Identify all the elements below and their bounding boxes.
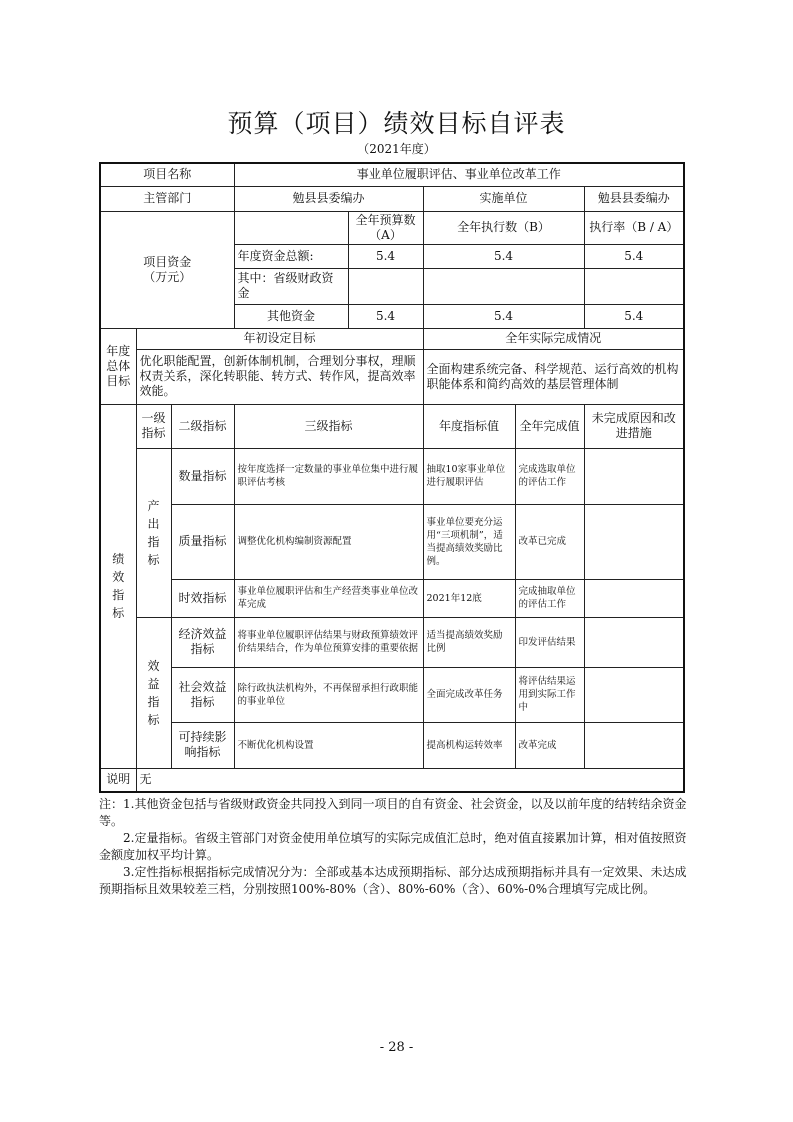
level3-text: 不断优化机构设置	[234, 722, 423, 768]
indicator-row	[100, 667, 684, 722]
page-title: 预算（项目）绩效目标自评表	[227, 109, 566, 138]
funds-exec: 5.4	[423, 244, 584, 268]
reason-text	[584, 504, 684, 579]
level2-name: 数量指标	[171, 448, 234, 504]
goals-actual-header: 全年实际完成情况	[423, 328, 684, 349]
reason-text	[584, 667, 684, 722]
actual-value: 印发评估结果	[515, 617, 584, 667]
impl-unit-value: 勉县县委编办	[584, 186, 684, 211]
funds-header-row	[100, 211, 684, 244]
fiscal-year: （2021年度）	[357, 142, 436, 156]
hdr-actual: 全年完成值	[515, 404, 584, 448]
level3-text: 按年度选择一定数量的事业单位集中进行履职评估考核	[234, 448, 423, 504]
hdr-level3: 三级指标	[234, 404, 423, 448]
funds-label	[100, 211, 234, 328]
funds-label-line2: （万元）	[143, 269, 192, 284]
hdr-level1: 一级指标	[136, 404, 171, 448]
target-value: 抽取10家事业单位进行履职评估	[423, 448, 515, 504]
target-value: 2021年12底	[423, 579, 515, 617]
level3-text: 除行政执法机构外，不再保留承担行政职能的事业单位	[234, 667, 423, 722]
indicator-row	[100, 504, 684, 579]
project-name-label: 项目名称	[100, 163, 234, 186]
level2-name: 质量指标	[171, 504, 234, 579]
level2-name: 可持续影响指标	[171, 722, 234, 768]
project-row	[100, 163, 684, 186]
goals-header-row	[100, 328, 684, 349]
level3-text: 将事业单位履职评估结果与财政预算绩效评价结果结合，作为单位预算安排的重要依据	[234, 617, 423, 667]
funds-budget: 5.4	[348, 304, 423, 328]
footnote: 注：1.其他资金包括与省级财政资金共同投入到同一项目的自有资金、社会资金，以及以前年度的结转结余资金等。	[99, 797, 687, 828]
funds-rate: 5.4	[584, 244, 684, 268]
col-rate: 执行率（B / A）	[584, 211, 684, 244]
footnotes	[99, 796, 687, 898]
remark-row	[100, 768, 684, 792]
funds-rate: 5.4	[584, 304, 684, 328]
benefit-indicators-label: 效益指标	[136, 617, 171, 768]
funds-label-line1: 项目资金	[143, 254, 192, 269]
target-value: 适当提高绩效奖励比例	[423, 617, 515, 667]
actual-value: 改革完成	[515, 722, 584, 768]
level3-text: 事业单位履职评估和生产经营类事业单位改革完成	[234, 579, 423, 617]
reason-text	[584, 722, 684, 768]
project-name-value: 事业单位履职评估、事业单位改革工作	[234, 163, 684, 186]
dept-label: 主管部门	[100, 186, 234, 211]
goals-set-header: 年初设定目标	[136, 328, 423, 349]
funds-row-label: 其他资金	[234, 304, 348, 328]
actual-value: 完成选取单位的评估工作	[515, 448, 584, 504]
impl-unit-label: 实施单位	[423, 186, 584, 211]
col-budget: 全年预算数（A）	[348, 211, 423, 244]
dept-row	[100, 186, 684, 211]
indicator-row	[100, 617, 684, 667]
funds-rate	[584, 268, 684, 304]
indicator-row	[100, 722, 684, 768]
funds-row-label: 其中：省级财政资金	[234, 268, 348, 304]
level2-name: 时效指标	[171, 579, 234, 617]
funds-budget	[348, 268, 423, 304]
goals-actual-text: 全面构建系统完备、科学规范、运行高效的机构职能体系和简约高效的基层管理体制	[423, 349, 684, 404]
actual-value: 完成抽取单位的评估工作	[515, 579, 584, 617]
goals-set-text: 优化职能配置，创新体制机制，合理划分事权，理顺权责关系，深化转职能、转方式、转作风，提高效率效能。	[136, 349, 423, 404]
level3-text: 调整优化机构编制资源配置	[234, 504, 423, 579]
reason-text	[584, 448, 684, 504]
funds-exec	[423, 268, 584, 304]
goals-label: 年度总体目标	[100, 328, 136, 404]
actual-value: 改革已完成	[515, 504, 584, 579]
remark-value: 无	[136, 768, 684, 792]
col-exec: 全年执行数（B）	[423, 211, 584, 244]
funds-exec: 5.4	[423, 304, 584, 328]
level2-name: 社会效益指标	[171, 667, 234, 722]
hdr-target: 年度指标值	[423, 404, 515, 448]
actual-value: 将评估结果运用到实际工作中	[515, 667, 584, 722]
hdr-level2: 二级指标	[171, 404, 234, 448]
output-indicators-label: 产出指标	[136, 448, 171, 617]
target-value: 事业单位要充分运用“三项机制”，适当提高绩效奖励比例。	[423, 504, 515, 579]
funds-budget: 5.4	[348, 244, 423, 268]
indicators-label: 绩效指标	[100, 404, 136, 768]
self-evaluation-table	[99, 162, 685, 793]
indicators-header-row	[100, 404, 684, 448]
funds-row-label: 年度资金总额:	[234, 244, 348, 268]
indicator-row	[100, 579, 684, 617]
indicator-row	[100, 448, 684, 504]
remark-label: 说明	[100, 768, 136, 792]
level2-name: 经济效益指标	[171, 617, 234, 667]
reason-text	[584, 579, 684, 617]
reason-text	[584, 617, 684, 667]
funds-header-blank	[234, 211, 348, 244]
target-value: 全面完成改革任务	[423, 667, 515, 722]
goals-content-row	[100, 349, 684, 404]
dept-value: 勉县县委编办	[234, 186, 423, 211]
footnote: 3.定性指标根据指标完成情况分为：全部或基本达成预期指标、部分达成预期指标并具有一定效果、未达成预期指标且效果较差三档，分别按照100%-80%（含）、80%-60%（含）、60%-0%合理填写完成比例。	[99, 865, 687, 896]
target-value: 提高机构运转效率	[423, 722, 515, 768]
footnote: 2.定量指标。省级主管部门对资金使用单位填写的实际完成值汇总时，绝对值直接累加计算，相对值按照资金额度加权平均计算。	[99, 831, 687, 862]
hdr-reason: 未完成原因和改进措施	[584, 404, 684, 448]
page-number: - 28 -	[379, 1040, 414, 1055]
